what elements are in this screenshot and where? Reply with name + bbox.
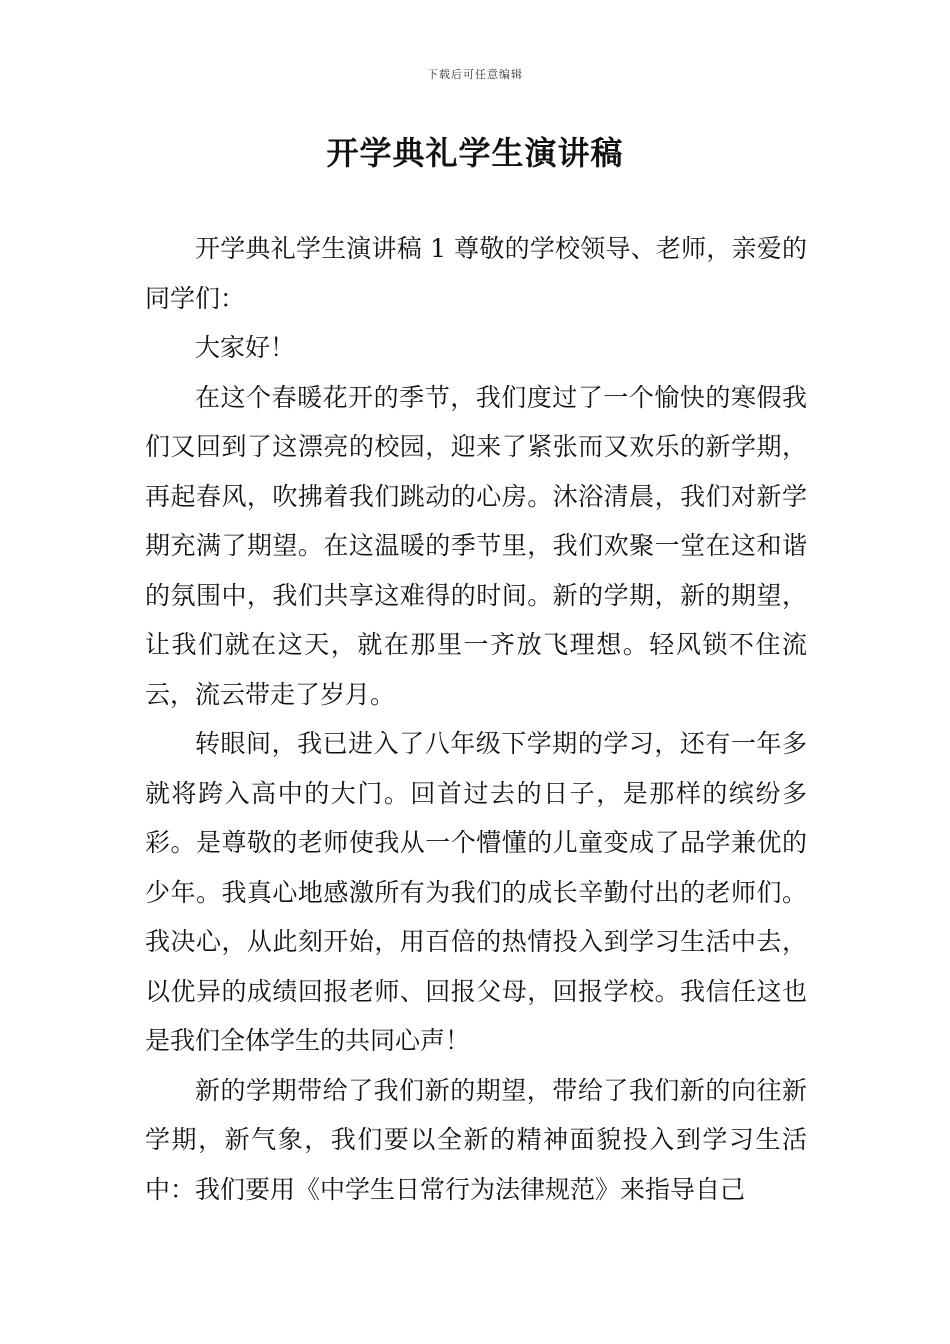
paragraph-spring: 在这个春暖花开的季节，我们度过了一个愉快的寒假我们又回到了这漂亮的校园，迎来了紧张而又欢乐的新学期，再起春风，吹拂着我们跳动的心房。沐浴清晨，我们对新学期充满了期望。在这温暖的季节里，我们欢聚一堂在这和谐的氛围中，我们共享这难得的时间。新的学期，新的期望，让我们就在这天，就在那里一齐放飞理想。轻风锁不住流云，流云带走了岁月。	[145, 382, 807, 709]
document-title: 开学典礼学生演讲稿	[326, 134, 624, 172]
document-body	[145, 224, 807, 1214]
header-note: 下载后可任意编辑	[427, 68, 523, 81]
paragraph-hello: 大家好！	[195, 333, 296, 362]
paragraph-new-semester: 新的学期带给了我们新的期望，带给了我们新的向往新学期，新气象，我们要以全新的精神面貌投入到学习生活中：我们要用《中学生日常行为法律规范》来指导自己	[145, 1075, 807, 1204]
paragraph-gratitude: 转眼间，我已进入了八年级下学期的学习，还有一年多就将跨入高中的大门。回首过去的日子，是那样的缤纷多彩。是尊敬的老师使我从一个懵懂的儿童变成了品学兼优的少年。我真心地感激所有为我们的成长辛勤付出的老师们。我决心，从此刻开始，用百倍的热情投入到学习生活中去，以优异的成绩回报老师、回报父母，回报学校。我信任这也是我们全体学生的共同心声！	[145, 729, 807, 1055]
paragraph-greeting: 开学典礼学生演讲稿 1 尊敬的学校领导、老师，亲爱的同学们：	[145, 234, 807, 313]
